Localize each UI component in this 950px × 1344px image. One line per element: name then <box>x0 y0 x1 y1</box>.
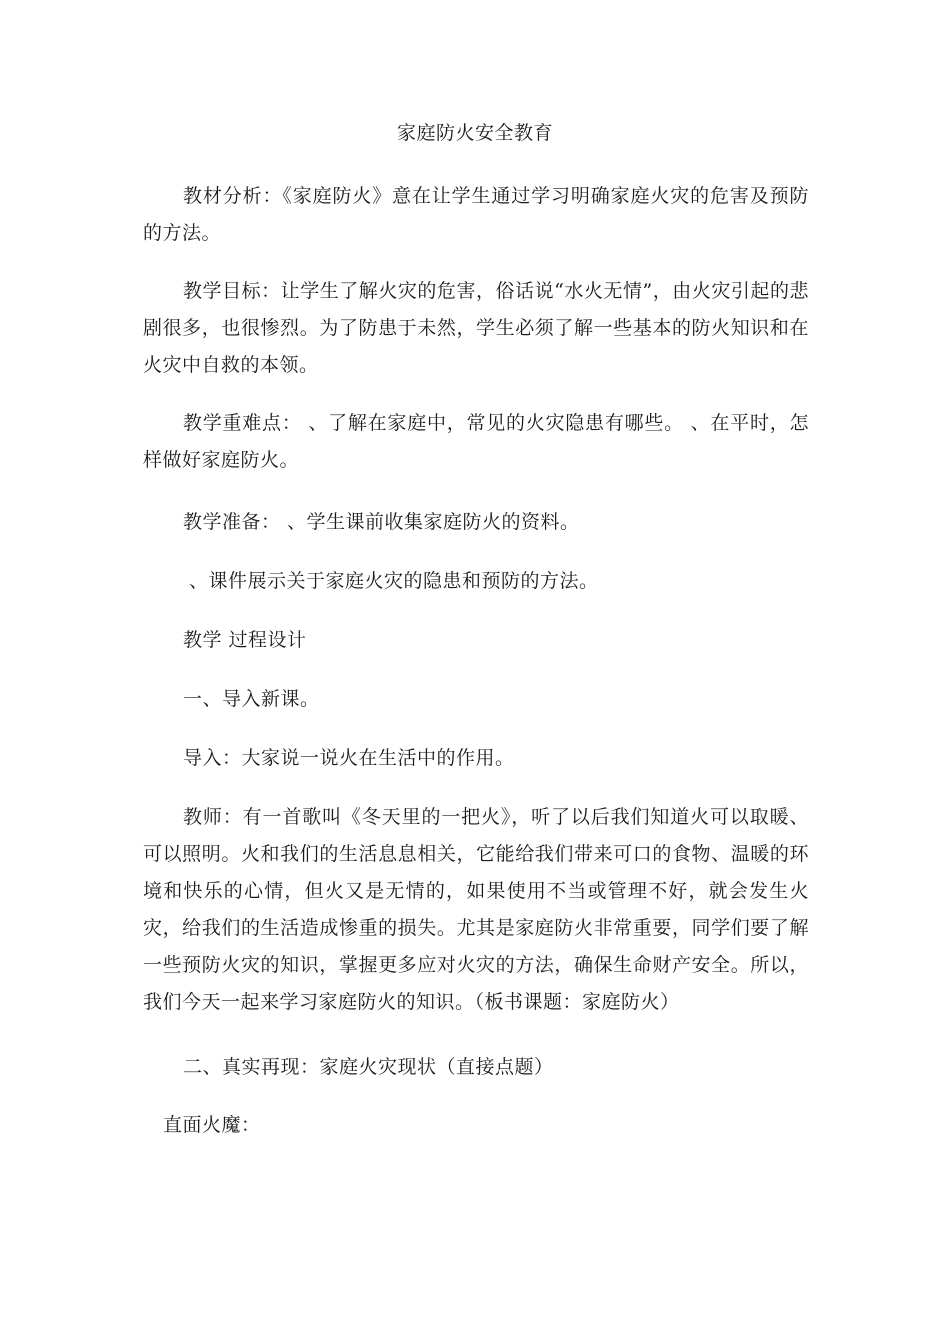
paragraph-analysis: 教材分析：《家庭防火》意在让学生通过学习明确家庭火灾的危害及预防的方法。 <box>143 185 809 244</box>
paragraph-face-fire: 直面火魔： <box>163 1114 261 1136</box>
section-heading-1: 一、导入新课。 <box>183 688 320 710</box>
paragraph-process: 教学 过程设计 <box>183 629 307 651</box>
paragraph-prep-1: 教学准备： 、学生课前收集家庭防火的资料。 <box>183 511 580 533</box>
section-heading-2: 二、真实再现：家庭火灾现状（直接点题） <box>183 1056 554 1078</box>
paragraph-prep-2: 、课件展示关于家庭火灾的隐患和预防的方法。 <box>189 570 599 592</box>
document-title: 家庭防火安全教育 <box>396 122 553 144</box>
paragraph-intro: 导入：大家说一说火在生活中的作用。 <box>183 747 515 769</box>
paragraph-key-points: 教学重难点： 、了解在家庭中，常见的火灾隐患有哪些。 、在平时，怎样做好家庭防火。 <box>143 412 809 471</box>
paragraph-teacher: 教师：有一首歌叫《冬天里的一把火》，听了以后我们知道火可以取暖、可以照明。火和我们的生活息息相关，它能给我们带来可口的食物、温暖的环境和快乐的心情，但火又是无情的，如果使用不当或管理不好，就会发生火灾，给我们的生活造成惨重的损失。尤其是家庭防火非常重要，同学们要了解一些预防火灾的知识，掌握更多应对火灾的方法，确保生命财产安全。所以，我们今天一起来学习家庭防火的知识。（板书课题：家庭防火） <box>143 806 809 1013</box>
paragraph-goal: 教学目标：让学生了解火灾的危害，俗话说“水火无情”，由火灾引起的悲剧很多，也很惨烈。为了防患于未然，学生必须了解一些基本的防火知识和在火灾中自救的本领。 <box>143 280 809 376</box>
